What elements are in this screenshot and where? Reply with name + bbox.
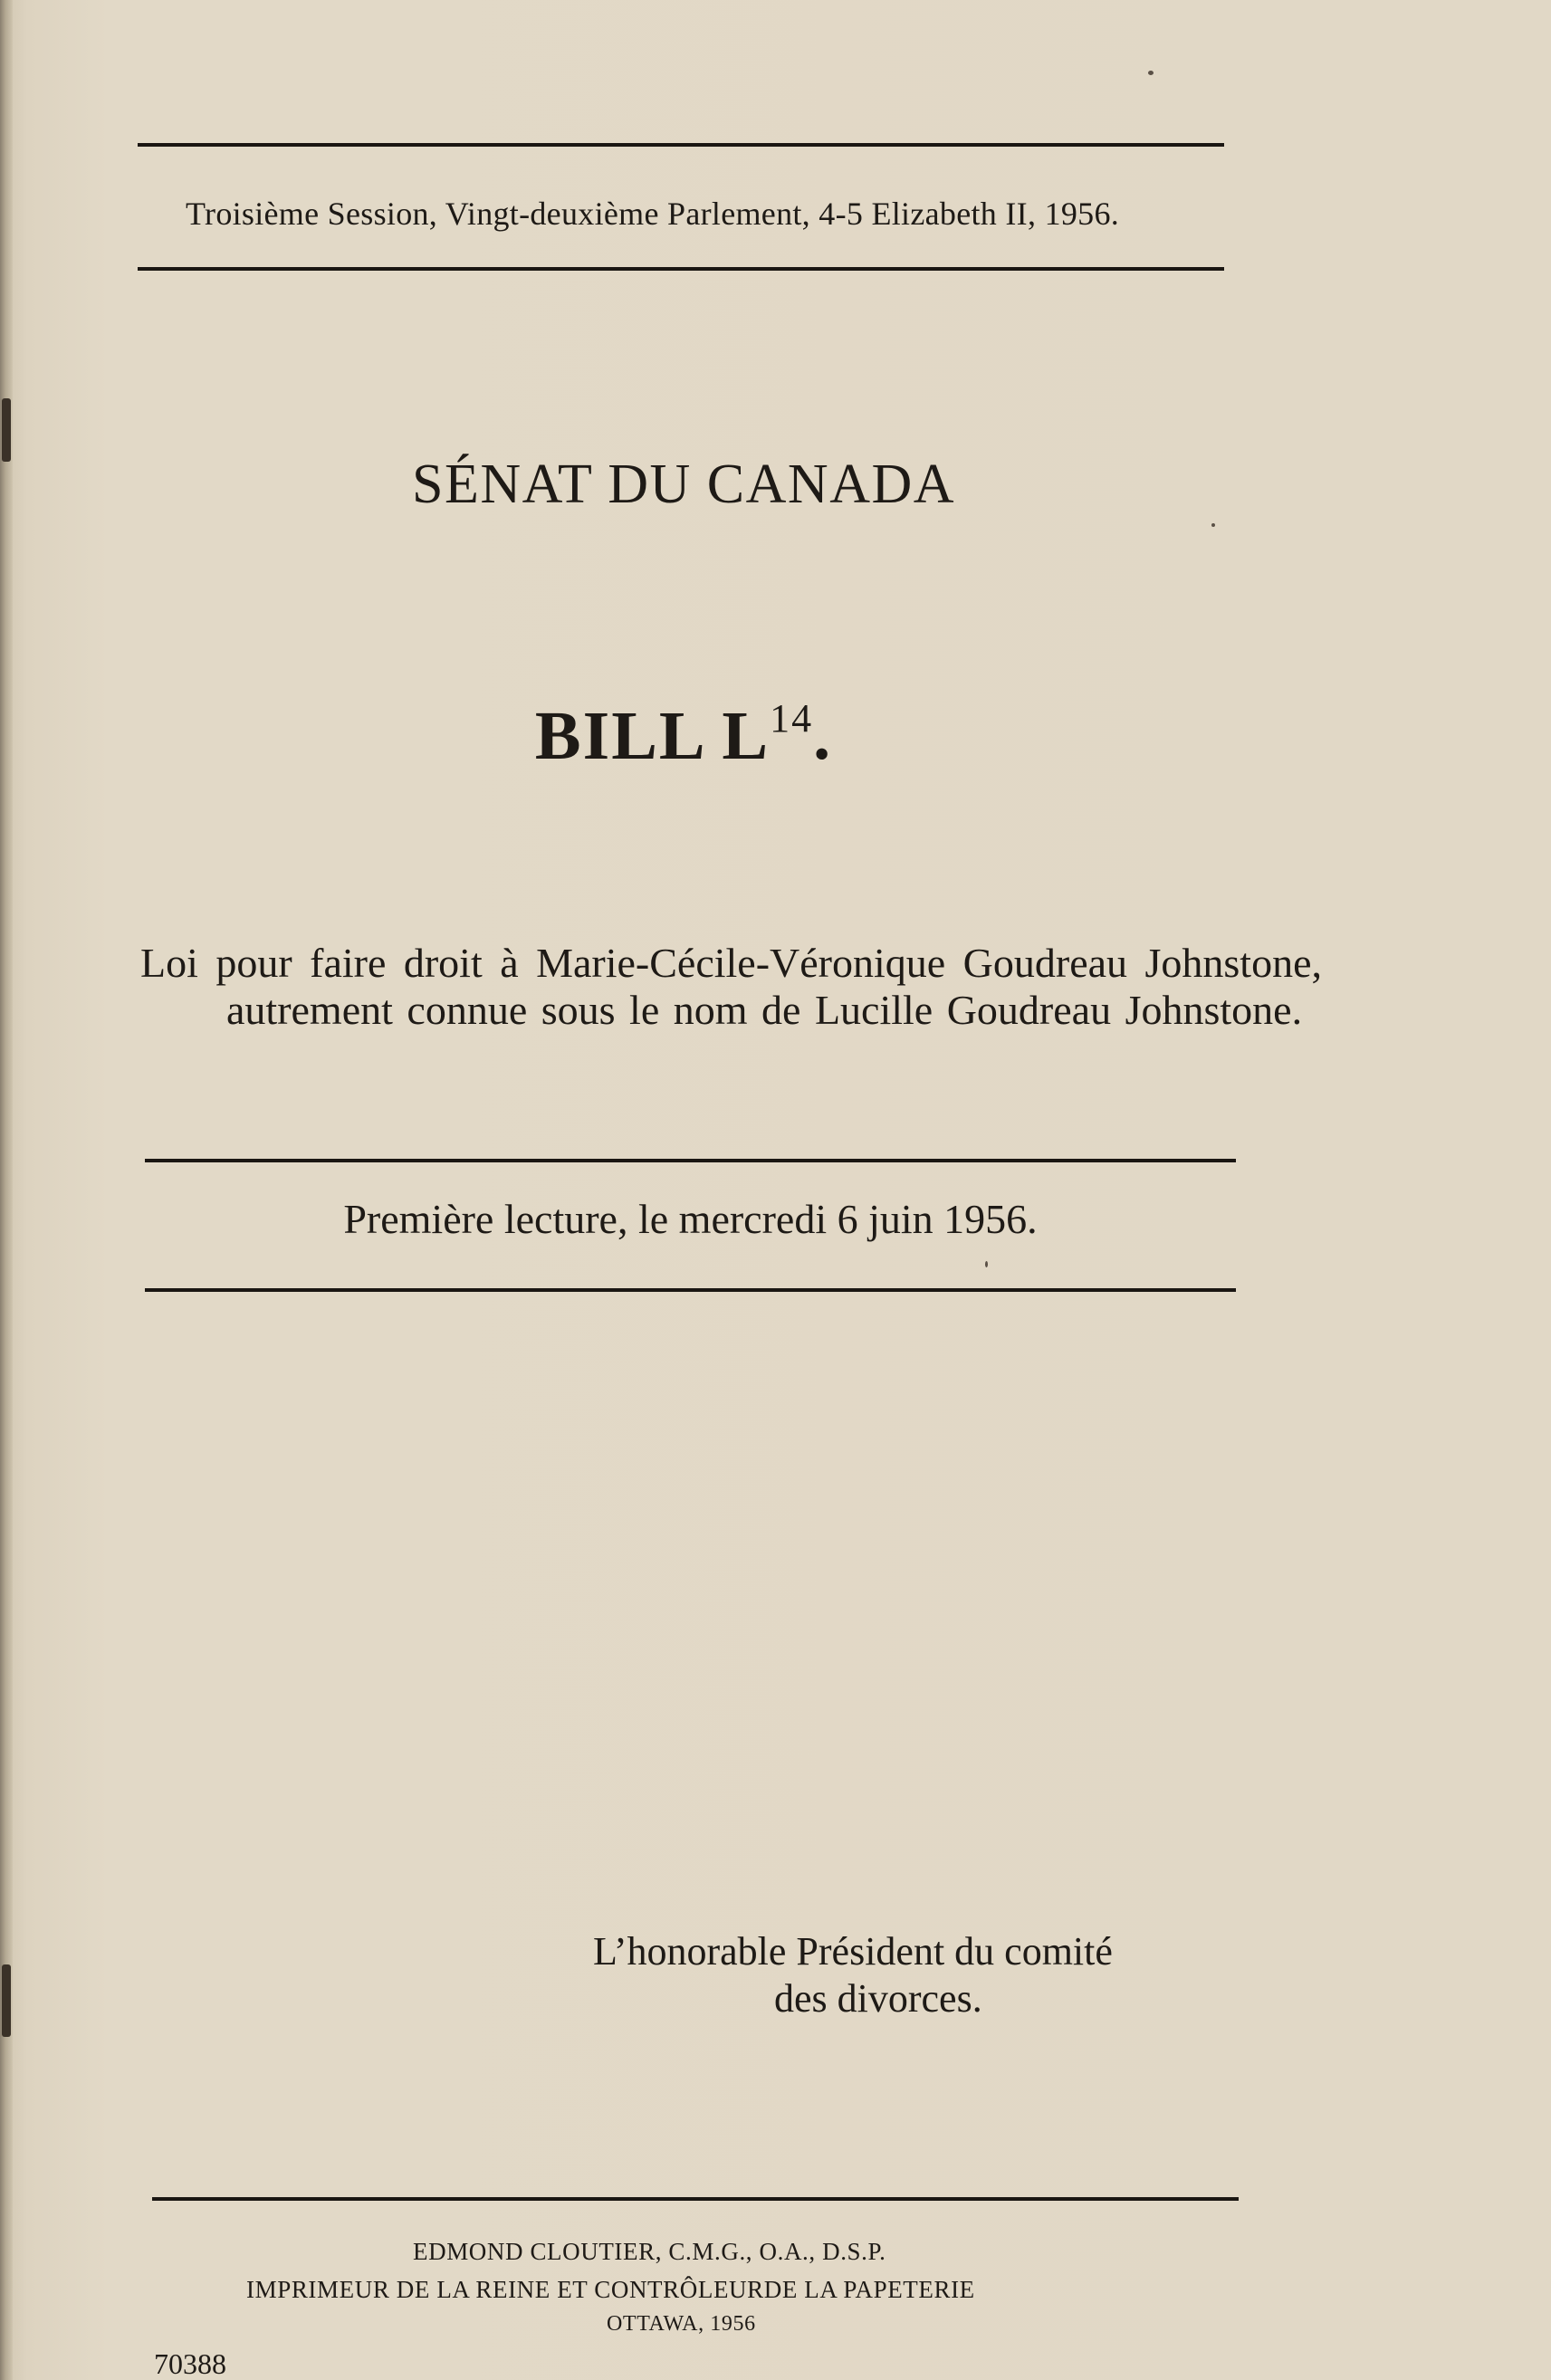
- print-speck: [1148, 71, 1154, 75]
- footer-rule: [152, 2197, 1239, 2201]
- reading-bottom-rule: [145, 1288, 1236, 1292]
- job-number: 70388: [154, 2347, 226, 2380]
- sponsor: [593, 1928, 1209, 2022]
- printer-title: IMPRIMEUR DE LA REINE ET CONTRÔLEURDE LA PAPETERIE: [246, 2276, 975, 2303]
- printer-city: OTTAWA, 1956: [607, 2312, 756, 2336]
- bill-number: 14: [770, 696, 814, 741]
- printer-name: EDMOND CLOUTIER, C.M.G., O.A., D.S.P.: [413, 2238, 886, 2265]
- sponsor-line-1: L’honorable Président du comité: [593, 1929, 1113, 1974]
- session-line: Troisième Session, Vingt-deuxième Parlement, 4-5 Elizabeth II, 1956.: [186, 196, 1120, 232]
- first-reading: Première lecture, le mercredi 6 juin 1956.: [343, 1196, 1038, 1242]
- bill-label: BILL L: [534, 698, 771, 774]
- binding-mark: [2, 1964, 11, 2037]
- chamber-title: SÉNAT DU CANADA: [411, 454, 956, 515]
- bill-description: Loi pour faire droit à Marie-Cécile-Véronique Goudreau Johnstone, autrement connue sous le nom de Lucille Goudreau Johnstone.: [140, 940, 1322, 1033]
- bill-suffix: .: [813, 698, 833, 774]
- header-bottom-rule: [138, 267, 1224, 271]
- bill-title: [0, 697, 1367, 776]
- header-top-rule: [138, 143, 1224, 147]
- print-speck: [985, 1261, 988, 1267]
- reading-top-rule: [145, 1159, 1236, 1162]
- sponsor-line-2: des divorces.: [774, 1976, 982, 2021]
- print-speck: [1211, 523, 1215, 527]
